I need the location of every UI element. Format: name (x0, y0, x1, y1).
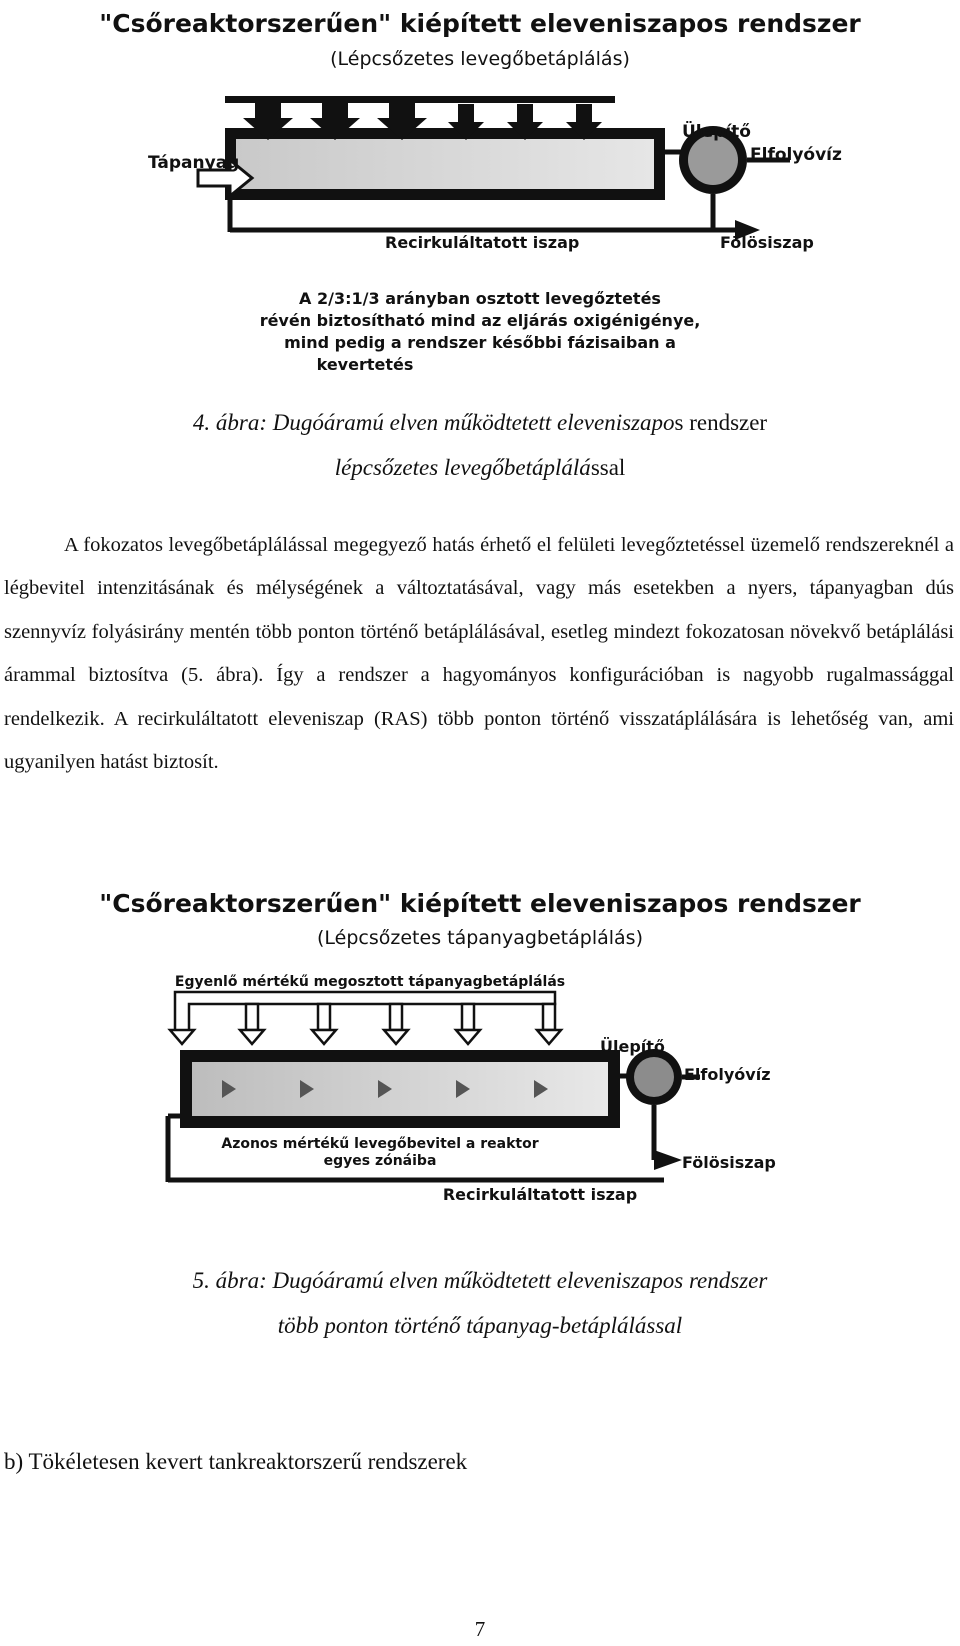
label-air-line-1: Azonos mértékű levegőbevitel a reaktor (221, 1136, 539, 1152)
reactor-tank (225, 128, 665, 200)
label-effluent-5: Elfolyóvíz (684, 1065, 771, 1084)
label-recycle: Recirkuláltatott iszap (385, 233, 580, 252)
caption-5-line-1: 5. ábra: Dugóáramú elven működtetett eleveniszapos rendszer (192, 1268, 768, 1293)
figure-4-note-line-1: A 2/3:1/3 arányban osztott levegőztetés (299, 289, 661, 308)
figure-5-subtitle: (Lépcsőzetes tápanyagbetáplálás) (317, 927, 643, 949)
reactor-tank-5 (180, 1050, 620, 1128)
figure-4-subtitle: (Lépcsőzetes levegőbetáplálás) (330, 48, 630, 70)
caption-4-line-2-regular: ssal (590, 455, 626, 480)
figure-5-caption (0, 1258, 960, 1348)
section-heading: b) Tökéletesen kevert tankreaktorszerű rendszerek (4, 1449, 468, 1474)
label-waste: Fölösiszap (720, 233, 814, 252)
caption-4-line-1-regular: s rendszer (674, 410, 768, 435)
caption-4-line-2-italic: lépcsőzetes levegőbetáplálá (334, 455, 591, 480)
label-clarifier: Ülepítő (682, 122, 751, 142)
figure-4-note-line-4: kevertetés (316, 355, 414, 374)
figure-4-caption (0, 400, 960, 490)
page-number: 7 (474, 1617, 486, 1641)
label-waste-5: Fölösiszap (682, 1153, 776, 1172)
caption-4-line-1-italic: 4. ábra: Dugóáramú elven működtetett eleveniszapo (192, 410, 675, 435)
figure-5 (0, 880, 960, 1240)
figure-4-title: "Csőreaktorszerűen" kiépített eleveniszapos rendszer (99, 9, 861, 38)
figure-5-diagram (0, 880, 960, 1240)
figure-5-title: "Csőreaktorszerűen" kiépített eleveniszapos rendszer (99, 889, 861, 918)
waste-arrow-5 (654, 1150, 682, 1170)
figure-4-note-line-3: mind pedig a rendszer későbbi fázisaiban a (284, 333, 676, 352)
label-recycle-5: Recirkuláltatott iszap (442, 1185, 638, 1204)
body-paragraph (4, 524, 954, 784)
label-feed-line-1: Egyenlő mértékű megosztott tápanyagbetáplálás (174, 974, 566, 990)
figure-4-note-line-2: révén biztosítható mind az eljárás oxigénigénye, (259, 311, 701, 330)
label-feed: Tápanyag (148, 153, 240, 173)
label-effluent: Elfolyóvíz (750, 145, 842, 165)
caption-5-line-2: több ponton történő tápanyag-betáplálással (277, 1313, 683, 1338)
clarifier-circle-5 (626, 1049, 682, 1105)
paragraph-text: A fokozatos levegőbetáplálással megegyező hatás érhető el felületi levegőztetéssel üzemelő rendszereknél a légbevitel intenzitásának és mélységének a változtatásával, vagy más esetekben a nyers, tápanyagban dús szennyvíz folyásirány mentén több ponton történő betáplálásával, esetleg mindezt fokozatosan növekvő betáplálási árammal biztosítva (5. ábra). Így a rendszer a hagyományos konfigurációban is nagyobb rugalmassággal rendelkezik. A recirkuláltatott eleveniszap (RAS) több ponton történő visszatáplálására is lehetőség van, ami ugyanilyen hatást biztosít. (4, 534, 954, 774)
feed-distribution-header (170, 992, 561, 1044)
figure-4 (0, 0, 960, 380)
label-clarifier-5: Ülepítő (600, 1037, 665, 1056)
figure-4-diagram (0, 0, 960, 380)
label-air-line-2: egyes zónáiba (323, 1153, 437, 1169)
